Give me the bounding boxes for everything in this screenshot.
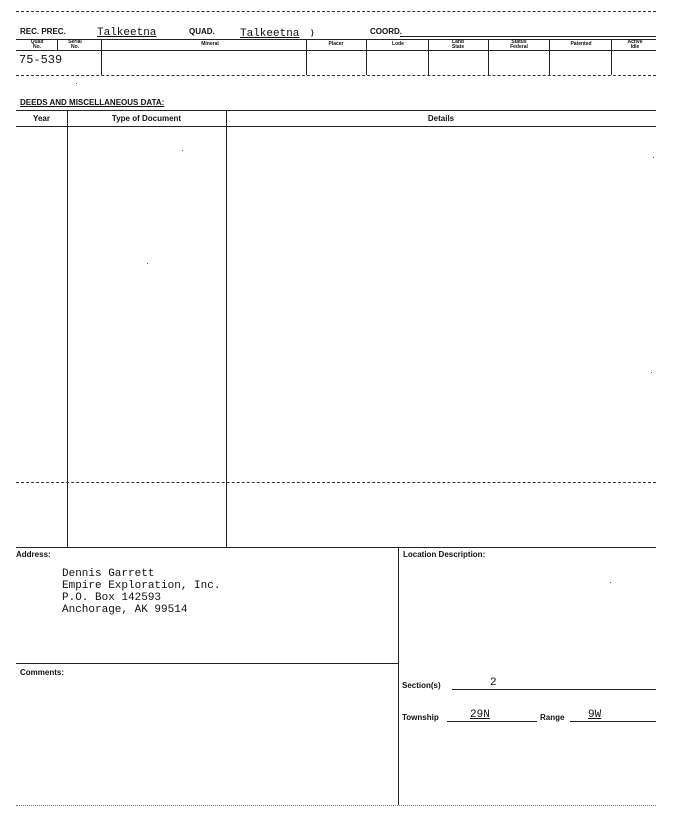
hdr-div-2 [101, 39, 102, 75]
col-status-federal: Status Federal [510, 39, 528, 50]
speck [653, 157, 654, 158]
address-block [62, 568, 220, 616]
address-line: Anchorage, AK 99514 [62, 604, 188, 616]
location-description-label: Location Description: [403, 550, 486, 559]
deeds-title: DEEDS AND MISCELLANEOUS DATA: [20, 98, 165, 107]
rec-prec-label: REC. PREC. [20, 27, 66, 36]
col-land-state: Land State [451, 39, 465, 50]
comments-rule [16, 663, 398, 664]
quad-no-value: 75-539 [19, 53, 63, 67]
address-line: Empire Exploration, Inc. [62, 580, 221, 592]
speck [182, 150, 183, 151]
col-patented: Patented [570, 41, 592, 47]
deeds-top-rule [16, 110, 656, 111]
bottom-dotted-rule [16, 805, 656, 806]
deeds-col-details: Details [427, 114, 455, 123]
quad-value: Talkeetna [240, 28, 300, 40]
deeds-mid-dashed-rule [16, 482, 656, 483]
hdr-div-7 [549, 39, 550, 75]
range-label: Range [540, 713, 565, 722]
coord-label: COORD. [370, 27, 402, 36]
col-serial-no: Serial No. [68, 39, 82, 50]
address-line: P.O. Box 142593 [62, 592, 162, 604]
hdr-div-4 [366, 39, 367, 75]
col-mineral: Mineral [201, 41, 219, 47]
col-active-idle: Active Idle [627, 39, 643, 50]
col-placer: Placer [328, 41, 344, 47]
speck [651, 372, 652, 373]
range-fill-line [570, 721, 656, 722]
header-rule-1 [16, 39, 656, 40]
hdr-div-8 [611, 39, 612, 75]
speck [147, 263, 148, 264]
hdr-div-5 [428, 39, 429, 75]
col-lode: Lode [392, 41, 404, 47]
speck [610, 582, 611, 583]
section-label: Section(s) [402, 681, 441, 690]
township-fill-line [447, 721, 537, 722]
rec-prec-value: Talkeetna [97, 27, 157, 39]
header-bottom-dashed-rule [16, 75, 656, 76]
coord-fill-line [400, 36, 656, 37]
township-label: Township [402, 713, 439, 722]
hdr-div-1 [57, 39, 58, 51]
deeds-col-type: Type of Document [111, 114, 182, 123]
section-fill-line [452, 689, 656, 690]
section-value: 2 [490, 677, 497, 689]
address-line: Dennis Garrett [62, 568, 155, 580]
range-value: 9W [588, 709, 602, 721]
comments-label: Comments: [20, 668, 65, 677]
deeds-bottom-rule [16, 547, 656, 548]
col-quad-no: Quad No. [30, 39, 44, 50]
deeds-col-year: Year [33, 114, 50, 123]
placer-bracket: } [311, 30, 314, 37]
hdr-div-6 [488, 39, 489, 75]
hdr-div-3 [306, 39, 307, 75]
address-location-divider [398, 547, 399, 805]
deeds-header-rule [16, 126, 656, 127]
quad-label: QUAD. [189, 27, 215, 36]
top-dashed-rule [16, 11, 656, 12]
township-value: 29N [470, 709, 490, 721]
address-label: Address: [16, 550, 51, 559]
speck [76, 83, 77, 84]
header-rule-2 [16, 50, 656, 51]
